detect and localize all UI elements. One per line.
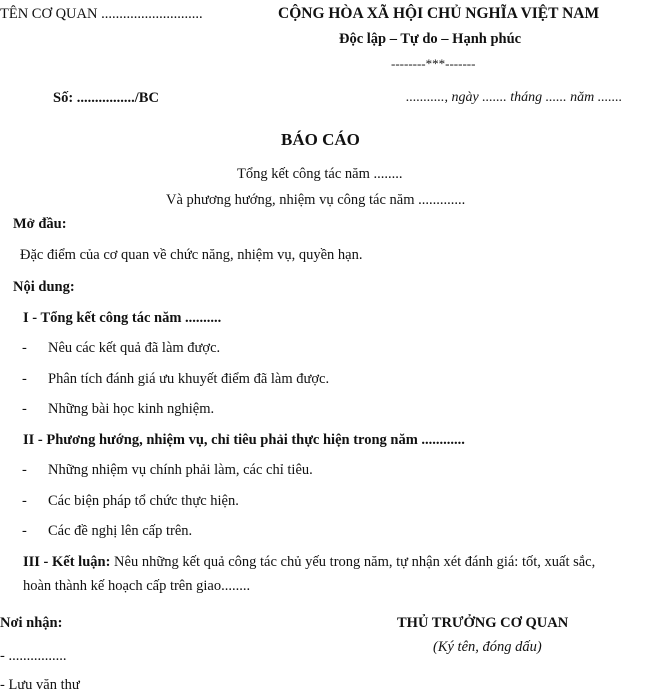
bullet: -	[22, 462, 27, 478]
bullet: -	[22, 401, 27, 417]
agency-name: TÊN CƠ QUAN ............................	[0, 6, 203, 22]
list-item-text: Nêu các kết quả đã làm được.	[48, 340, 221, 356]
bullet: -	[22, 340, 27, 356]
list-item-text: Những nhiệm vụ chính phải làm, các chỉ tiêu.	[48, 462, 313, 478]
intro-text: Đặc điểm của cơ quan về chức năng, nhiệm vụ, quyền hạn.	[20, 247, 363, 263]
document-title: BÁO CÁO	[281, 130, 360, 149]
list-item	[22, 340, 220, 357]
content-heading: Nội dung:	[13, 279, 75, 295]
intro-heading: Mở đầu:	[13, 216, 67, 232]
list-item	[22, 371, 329, 388]
section-1-heading: I - Tổng kết công tác năm ..........	[23, 310, 222, 326]
bullet: -	[22, 493, 27, 509]
list-item	[22, 462, 313, 479]
document-date: ..........., ngày ....... tháng ...... năm .......	[406, 90, 623, 105]
signature-note: (Ký tên, đóng dấu)	[433, 639, 542, 655]
section-3-line-1	[23, 554, 595, 571]
section-3-line-2: hoàn thành kế hoạch cấp trên giao........	[23, 578, 251, 594]
list-item	[22, 493, 239, 510]
list-item-text: Các biện pháp tổ chức thực hiện.	[48, 493, 239, 509]
motto: Độc lập – Tự do – Hạnh phúc	[339, 31, 522, 47]
list-item-text: Phân tích đánh giá ưu khuyết điểm đã làm được.	[48, 371, 330, 387]
list-item	[22, 523, 192, 540]
bullet: -	[22, 523, 27, 539]
section-2-heading: II - Phương hướng, nhiệm vụ, chỉ tiêu phải thực hiện trong năm ............	[23, 432, 465, 448]
subtitle-line-2: Và phương hướng, nhiệm vụ công tác năm .............	[166, 192, 466, 208]
recipients-heading: Nơi nhận:	[0, 615, 63, 631]
list-item	[22, 401, 214, 418]
list-item-text: Các đề nghị lên cấp trên.	[48, 523, 193, 539]
recipient-item: - ................	[0, 648, 67, 664]
section-3-heading: III - Kết luận:	[23, 554, 111, 570]
nation-name: CỘNG HÒA XÃ HỘI CHỦ NGHĨA VIỆT NAM	[278, 5, 600, 22]
bullet: -	[22, 371, 27, 387]
list-item-text: Những bài học kinh nghiệm.	[48, 401, 215, 417]
subtitle-line-1: Tổng kết công tác năm ........	[237, 166, 403, 182]
document-number: Số: ................/BC	[53, 90, 159, 106]
section-3-text: Nêu những kết quả công tác chủ yếu trong năm, tự nhận xét đánh giá: tốt, xuất sắc,	[110, 554, 596, 570]
recipient-item: - Lưu văn thư	[0, 677, 80, 693]
signature-title: THỦ TRƯỞNG CƠ QUAN	[397, 615, 569, 631]
motto-separator: --------***-------	[391, 56, 476, 71]
